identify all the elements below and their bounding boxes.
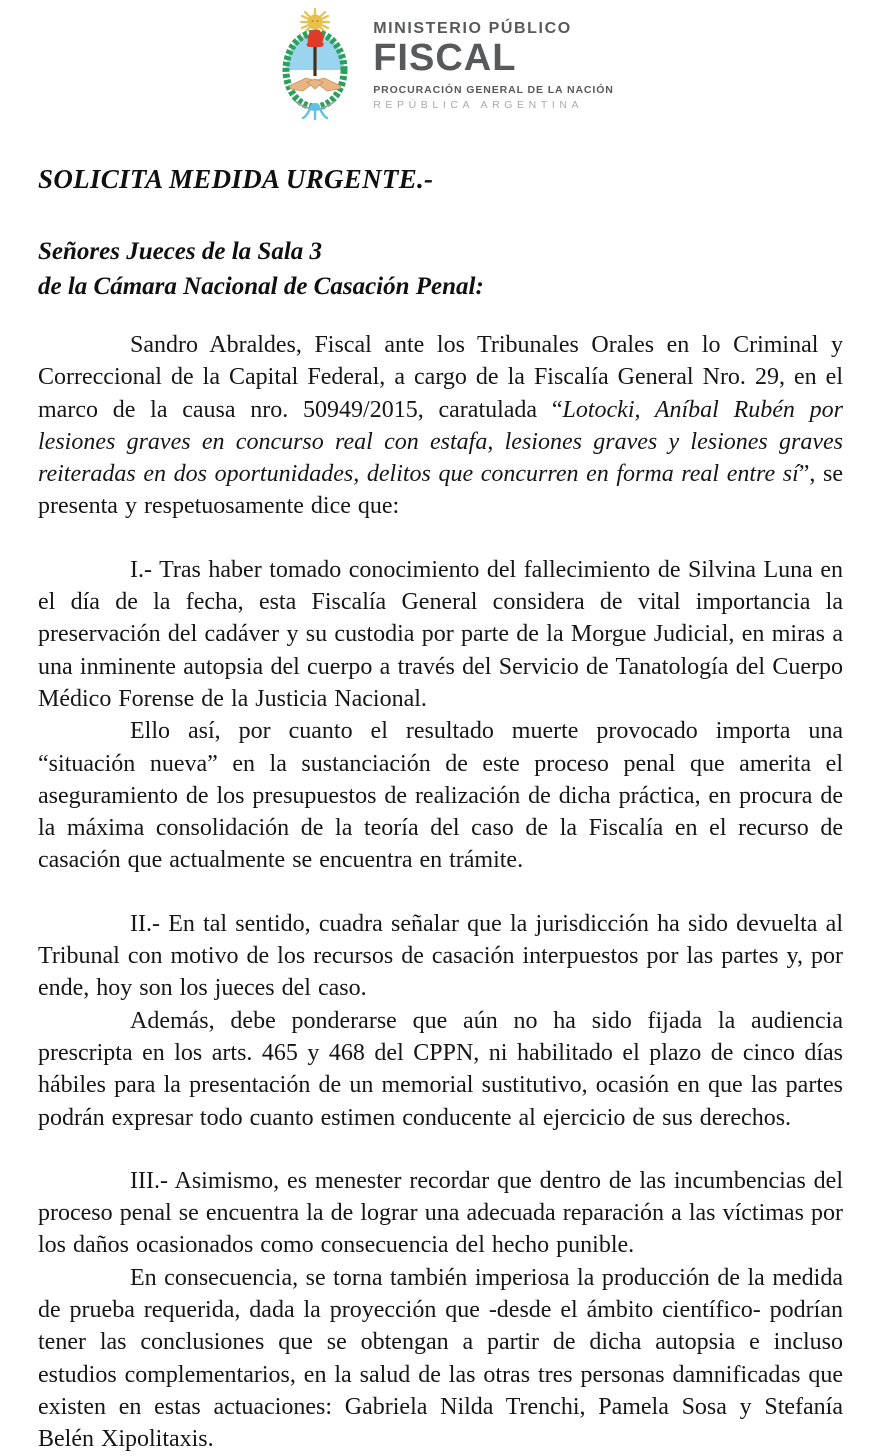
logo-wordmark	[373, 6, 614, 111]
addressee-line-2: de la Cámara Nacional de Casación Penal:	[38, 273, 484, 300]
body-text: ”, se presenta y respetuosamente dice que:	[38, 461, 843, 520]
paragraph	[38, 554, 843, 715]
paragraph	[38, 715, 843, 876]
case-caption-text: Lotocki, Aníbal Rubén por lesiones graves en concurso real con estafa, lesiones graves y lesiones graves reiteradas en dos oportunidades, delitos que concurren en forma real entre sí	[38, 396, 843, 488]
logo-republica-argentina: REPÚBLICA ARGENTINA	[373, 99, 584, 112]
body-text: En consecuencia, se torna también imperiosa la producción de la medida de prueba requerida, dada la proyección que -desde el ámbito científico- podrían tener las conclusiones que se obtengan a partir de dicha autopsia e incluso estudios complementarios, en la salud de las otras tres personas damnificadas que existen en estas actuaciones: Gabriela Nilda Trenchi, Pamela Sosa y Stefanía Belén Xipolitaxis.	[38, 1264, 843, 1453]
sun-icon	[308, 15, 323, 30]
logo-ministerio-publico: MINISTERIO PÚBLICO	[373, 20, 572, 37]
logo-procuracion: PROCURACIÓN GENERAL DE LA NACIÓN	[373, 83, 614, 96]
addressee-block	[38, 234, 843, 304]
argentina-coat-of-arms-icon	[267, 6, 363, 120]
body-text: II.- En tal sentido, cuadra señalar que la jurisdicción ha sido devuelta al Tribunal con motivo de los recursos de casación interpuestos por las partes y, por ende, hoy son los jueces del caso.	[38, 910, 843, 1002]
document-title: SOLICITA MEDIDA URGENTE.-	[38, 164, 434, 194]
paragraph	[38, 1165, 843, 1262]
body-text: Ello así, por cuanto el resultado muerte provocado importa una “situación nueva” en la sustanciación de este proceso penal que amerita el aseguramiento de los presupuestos de realización de dicha práctica, en procura de la máxima consolidación de la teoría del caso de la Fiscalía en el recurso de casación que actualmente se encuentra en trámite.	[38, 718, 843, 874]
body-text: Además, debe ponderarse que aún no ha sido fijada la audiencia prescripta en los arts. 465 y 468 del CPPN, ni habilitado el plazo de cinco días hábiles para la presentación de un memorial sustitutivo, ocasión en que las partes podrán expresar todo cuanto estimen conducente al ejercicio de sus derechos.	[38, 1007, 843, 1131]
body-text: Sandro Abraldes, Fiscal ante los Tribunales Orales en lo Criminal y Correccional de la Capital Federal, a cargo de la Fiscalía General Nro. 29, en el marco de la causa nro. 50949/2015, caratulada “	[38, 332, 843, 423]
paragraph	[38, 1262, 843, 1456]
document-body	[38, 329, 843, 1456]
body-text: III.- Asimismo, es menester recordar que dentro de las incumbencias del proceso penal se encuentra la de lograr una adecuada reparación a las víctimas por los daños ocasionados como consecuencia del hecho punible.	[38, 1167, 843, 1259]
fiscal-logo	[38, 6, 843, 124]
body-text: I.- Tras haber tomado conocimiento del fallecimiento de Silvina Luna en el día de la fecha, esta Fiscalía General considera de vital importancia la preservación del cadáver y su custodia por parte de la Morgue Judicial, en miras a una inminente autopsia del cuerpo a través del Servicio de Tanatología del Cuerpo Médico Forense de la Justicia Nacional.	[38, 556, 843, 712]
paragraph	[38, 1005, 843, 1134]
paragraph	[38, 908, 843, 1005]
paragraph	[38, 329, 843, 523]
addressee-line-1: Señores Jueces de la Sala 3	[38, 238, 323, 265]
logo-fiscal: FISCAL	[373, 37, 517, 79]
